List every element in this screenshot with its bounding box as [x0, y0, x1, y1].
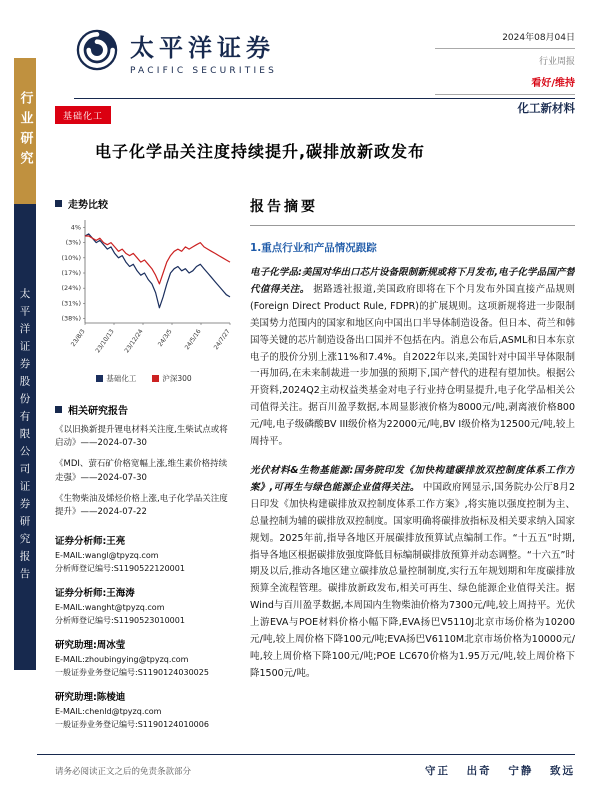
- brand-logo: [74, 27, 277, 77]
- report-meta: [435, 30, 575, 116]
- svg-text:(3%): (3%): [65, 238, 81, 247]
- chart-legend: [55, 373, 233, 384]
- left-column: [55, 196, 233, 741]
- disclaimer-note: 请务必阅读正文之后的免责条款部分: [55, 766, 192, 777]
- related-reports-section: [55, 402, 233, 519]
- analyst-block: [55, 689, 233, 730]
- rating-label: 看好/维持: [531, 78, 575, 89]
- square-bullet-icon: [55, 200, 62, 207]
- analyst-name: 研究助理:周冰莹: [55, 640, 126, 652]
- industry-research-strip: [14, 58, 36, 204]
- legend-swatch-icon: [152, 375, 159, 382]
- legend-swatch-icon: [96, 375, 103, 382]
- legend-item: [152, 373, 191, 384]
- analyst-block: [55, 637, 233, 678]
- paragraph-lead: 光伏材料&生物基能源:国务院印发《加快构建碳排放双控制度体系工作方案》,可再生与绿色能源企业值得关注。: [250, 464, 575, 493]
- svg-text:(10%): (10%): [61, 253, 81, 262]
- svg-text:24/5/16: 24/5/16: [183, 328, 203, 352]
- svg-text:23/8/3: 23/8/3: [69, 328, 87, 348]
- brand-name-en: PACIFIC SECURITIES: [130, 66, 278, 76]
- report-reference: 《MDI、萤石矿价格宽幅上涨,维生素价格持续走强》——2024-07-30: [55, 459, 228, 483]
- analyst-name: 研究助理:陈棱迪: [55, 692, 126, 704]
- footer-rule: [37, 754, 575, 755]
- footer: [55, 763, 575, 778]
- analyst-email: E-MAIL:wanght@tpyzq.com: [55, 603, 165, 613]
- analyst-block: [55, 533, 233, 574]
- report-reference: 《生物柴油及烯烃价格上涨,电子化学品关注度提升》——2024-07-22: [55, 493, 228, 517]
- svg-text:(38%): (38%): [61, 314, 81, 323]
- trend-section-title: 走势比较: [68, 200, 108, 211]
- report-type: 行业周报: [538, 57, 575, 67]
- brand-name-cn: 太平洋证券: [130, 34, 275, 62]
- analyst-name: 证券分析师:王亮: [55, 536, 126, 548]
- analysts-section: [55, 533, 233, 730]
- company-report-label: 太平洋证券股份有限公司证券研究报告: [18, 288, 31, 586]
- pacific-securities-logo-icon: [74, 27, 120, 77]
- paragraph-pv-bioenergy: [250, 463, 575, 683]
- divider: [435, 94, 575, 95]
- header-rule: [74, 98, 575, 99]
- analyst-email: E-MAIL:wangl@tpyzq.com: [55, 551, 159, 561]
- analyst-block: [55, 585, 233, 626]
- industry-name: 化工新材料: [517, 101, 575, 115]
- section1-title: 1.重点行业和产品情况跟踪: [250, 242, 377, 254]
- company-motto: 守正 出奇 宁静 致远: [425, 765, 575, 777]
- divider: [435, 48, 575, 49]
- svg-text:4%: 4%: [70, 223, 81, 232]
- svg-text:24/3/5: 24/3/5: [156, 328, 174, 348]
- related-reports-title: 相关研究报告: [68, 406, 128, 417]
- summary-column: [250, 196, 575, 748]
- analyst-email: E-MAIL:zhoubingying@tpyzq.com: [55, 655, 189, 665]
- analyst-registration: 一般证券业务登记编号:S1190124030025: [55, 668, 209, 678]
- page-title: 电子化学品关注度持续提升,碳排放新政发布: [94, 142, 426, 161]
- analyst-registration: 分析师登记编号:S1190522120001: [55, 564, 185, 574]
- analyst-registration: 一般证券业务登记编号:S1190124010006: [55, 720, 209, 730]
- svg-text:(31%): (31%): [61, 299, 81, 308]
- analyst-registration: 分析师登记编号:S1190523010001: [55, 616, 185, 626]
- report-reference: 《以旧换新提升锂电材料关注度,生柴试点或将启动》——2024-07-30: [55, 425, 228, 449]
- legend-label: 基础化工: [106, 374, 137, 383]
- svg-text:23/10/13: 23/10/13: [94, 328, 116, 355]
- svg-text:24/7/27: 24/7/27: [212, 328, 232, 352]
- industry-research-label: 行业研究: [17, 91, 33, 171]
- trend-section-header: [55, 196, 233, 211]
- paragraph-electronic-chemicals: [250, 265, 575, 451]
- analyst-email: E-MAIL:chenld@tpyzq.com: [55, 707, 162, 717]
- trend-chart: [55, 218, 233, 368]
- svg-text:(24%): (24%): [61, 284, 81, 293]
- category-badge: 基础化工: [55, 106, 111, 124]
- analyst-name: 证券分析师:王海涛: [55, 588, 135, 600]
- paragraph-lead: 电子化学品:美国对华出口芯片设备限制新规或将下月发布,电子化学品国产替代值得关注。: [250, 267, 575, 295]
- related-reports-header: [55, 402, 233, 417]
- paragraph-body: 据路透社报道,美国政府即将在下个月发布外国直接产品规则(Foreign Direct Product Rule, FDPR)的扩展规则。这项新规将进一步限制美国势力范围内的国家和地区向中国出口半导体制造设备。但日本、荷兰和韩国等关键的芯片制造设备出口国并不包括在内。消息公布后,ASML和日本东京电子的股价分别上涨11%和7.4%。自2022年以来,美国针对中国半导体限制一再加码,在未来制裁进一步加强的预期下,国产替代的进程有望加快。根据公开资料,2024Q2主动权益类基金对电子行业持仓明显提升,电子化学品相关公司值得关注。据百川盈孚数据,本周显影液价格为8000元/吨,剥离液价格800元/吨,电子级磷酸BV III级价格为22000元/吨,BV I级价格为12500元/吨,较上周持平。: [250, 283, 575, 448]
- summary-header: 报告摘要: [250, 196, 575, 226]
- company-report-strip: [14, 204, 36, 670]
- legend-item: [96, 373, 136, 384]
- svg-text:23/12/24: 23/12/24: [123, 328, 145, 355]
- report-date: 2024年08月04日: [502, 33, 575, 43]
- svg-text:(17%): (17%): [61, 269, 81, 277]
- legend-label: 沪深300: [162, 374, 192, 383]
- paragraph-body: 中国政府网显示,国务院办公厅8月2日印发《加快构建碳排放双控制度体系工作方案》,将实施以强度控制为主、总量控制为辅的碳排放双控制度。国家明确将碳排放指标及相关要求纳入国家规划。2025年前,指导各地区开展碳排放预算试点编制工作。“十五五”时期,指导各地区根据碳排放强度降低目标编制碳排放预算并动态调整。“十六五”时期及以后,推动各地区建立碳排放总量控制制度,实行五年规划期和年度碳排放预算全流程管理。碳排放新政发布,相关可再生、绿色能源企业值得关注。据Wind与百川盈孚数据,本周国内生物柴油价格为7300元/吨,较上周持平。光伏上游EVA与POE材料价格小幅下降,EVA扬巴V5110J北京市场价格为10200元/吨,较上周价格下降100元/吨;EVA扬巴V6110M北京市场价格为10000元/吨,较上周价格下降100元/吨;POE LC670价格为1.95万元/吨,较上周价格下降1500元/吨。: [250, 481, 575, 679]
- square-bullet-icon: [55, 406, 62, 413]
